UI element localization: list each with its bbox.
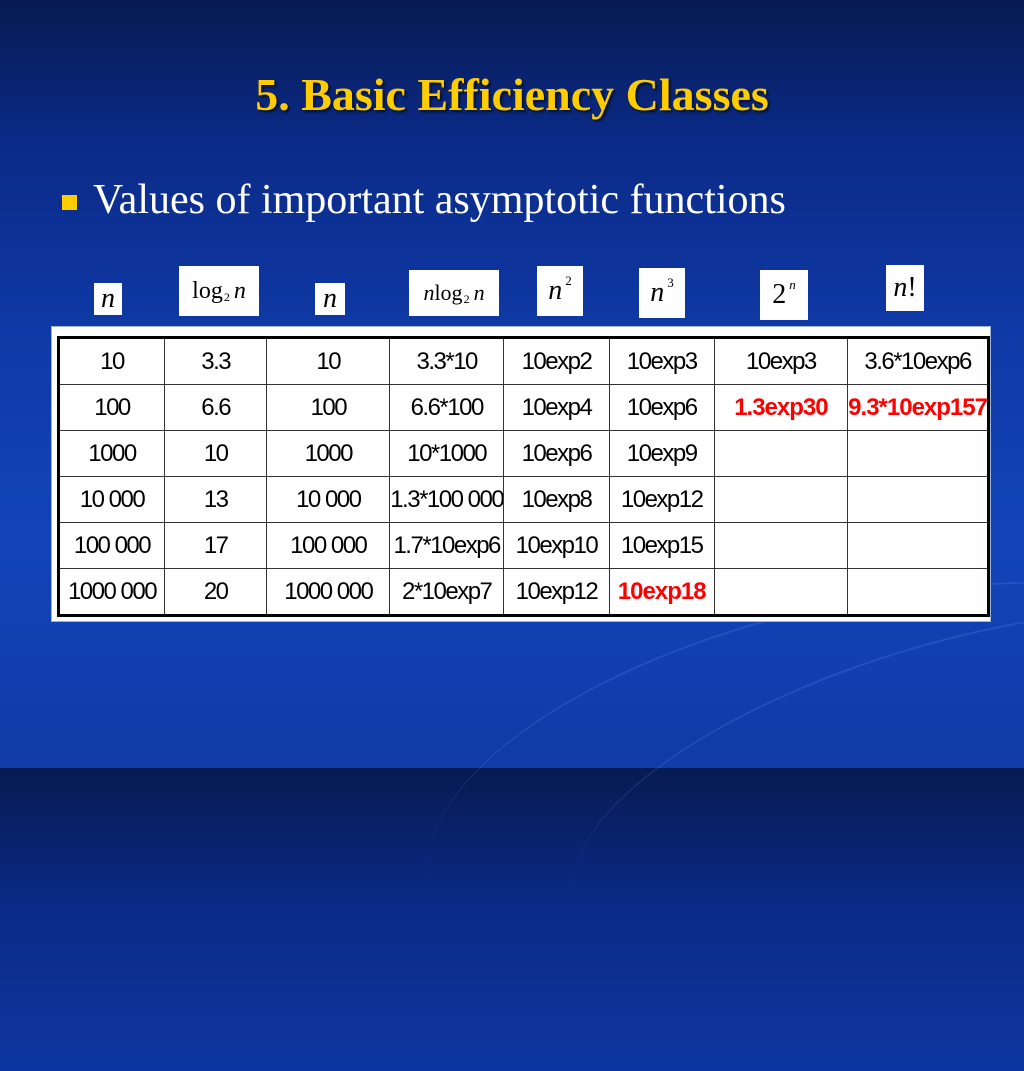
header-log2n: log 2 n (179, 266, 259, 316)
table-cell: 6.6*100 (390, 385, 504, 431)
table-cell: 1.3*100 000 (390, 477, 504, 523)
table-cell: 9.3*10exp157 (848, 385, 989, 431)
table-cell: 10 (164, 431, 266, 477)
values-table-container (51, 326, 991, 622)
header-n-cubed: n 3 (639, 268, 685, 318)
table-cell: 1000 000 (59, 569, 165, 616)
table-cell: 10exp2 (504, 338, 610, 385)
table-row (59, 477, 989, 523)
table-cell: 10exp6 (609, 385, 714, 431)
bullet-item (62, 176, 786, 224)
table-cell: 1.7*10exp6 (390, 523, 504, 569)
table-cell: 100 000 (267, 523, 390, 569)
table-cell: 3.3*10 (390, 338, 504, 385)
table-row (59, 385, 989, 431)
header-nlog2n: n log 2 n (409, 270, 499, 316)
table-cell: 100 (59, 385, 165, 431)
table-cell: 13 (164, 477, 266, 523)
table-body (59, 338, 989, 616)
table-cell: 10 (59, 338, 165, 385)
table-cell: 10exp10 (504, 523, 610, 569)
table-row (59, 338, 989, 385)
table-cell: 10exp15 (609, 523, 714, 569)
table-cell: 100 000 (59, 523, 165, 569)
bullet-text: Values of important asymptotic functions (93, 177, 786, 223)
table-cell (714, 569, 848, 616)
table-cell: 10exp9 (609, 431, 714, 477)
table-cell: 2*10exp7 (390, 569, 504, 616)
table-cell: 10 000 (267, 477, 390, 523)
table-cell: 1000 (59, 431, 165, 477)
table-cell (714, 431, 848, 477)
slide-title: 5. Basic Efficiency Classes (255, 69, 769, 120)
table-cell: 3.6*10exp6 (848, 338, 989, 385)
table-cell: 1000 000 (267, 569, 390, 616)
table-cell: 10exp12 (609, 477, 714, 523)
header-n-squared: n 2 (537, 266, 583, 316)
table-cell: 10 000 (59, 477, 165, 523)
table-cell (848, 477, 989, 523)
table-cell (714, 523, 848, 569)
table-cell: 100 (267, 385, 390, 431)
table-row (59, 431, 989, 477)
table-cell: 10exp6 (504, 431, 610, 477)
header-n-linear: n (315, 283, 345, 315)
table-cell: 1.3exp30 (714, 385, 848, 431)
table-cell: 10 (267, 338, 390, 385)
table-cell (848, 523, 989, 569)
table-cell: 10exp4 (504, 385, 610, 431)
table-cell (848, 569, 989, 616)
table-cell: 10exp18 (609, 569, 714, 616)
table-row (59, 523, 989, 569)
table-cell (848, 431, 989, 477)
header-n-factorial: n ! (886, 265, 924, 311)
table-cell (714, 477, 848, 523)
bullet-square-icon (62, 195, 77, 210)
table-cell: 1000 (267, 431, 390, 477)
table-cell: 10*1000 (390, 431, 504, 477)
table-cell: 20 (164, 569, 266, 616)
header-two-pow-n: 2 n (760, 270, 808, 320)
table-cell: 17 (164, 523, 266, 569)
table-row (59, 569, 989, 616)
values-table (57, 336, 990, 617)
table-cell: 10exp3 (714, 338, 848, 385)
table-cell: 10exp12 (504, 569, 610, 616)
table-cell: 3.3 (164, 338, 266, 385)
header-n: n (94, 283, 122, 315)
table-cell: 10exp8 (504, 477, 610, 523)
table-cell: 10exp3 (609, 338, 714, 385)
table-cell: 6.6 (164, 385, 266, 431)
